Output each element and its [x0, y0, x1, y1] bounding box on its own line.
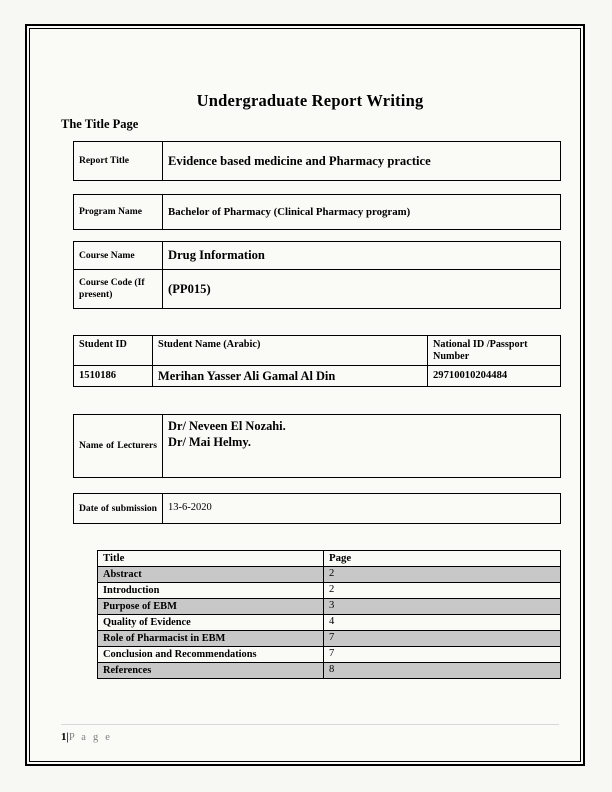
toc-entry-page: 8	[324, 663, 561, 679]
lecturer-name-2: Dr/ Mai Helmy.	[168, 435, 251, 450]
table-row	[74, 270, 561, 309]
student-name-value: Merihan Yasser Ali Gamal Al Din	[153, 366, 428, 387]
toc-entry-title: Introduction	[98, 583, 324, 599]
course-name-value: Drug Information	[163, 242, 561, 270]
footer-page-word: P a g e	[68, 732, 113, 743]
toc-entry-page: 2	[324, 583, 561, 599]
toc-entry-title: Purpose of EBM	[98, 599, 324, 615]
lecturers-label: Name of Lecturers	[74, 415, 163, 478]
table-row	[98, 631, 561, 647]
table-row	[98, 615, 561, 631]
lecturer-name-1: Dr/ Neveen El Nozahi.	[168, 419, 286, 433]
toc-entry-title: Quality of Evidence	[98, 615, 324, 631]
program-name-table	[73, 194, 561, 230]
table-row	[74, 494, 561, 524]
course-table	[73, 241, 561, 309]
table-header-row	[74, 336, 561, 366]
national-id-value: 29710010204484	[428, 366, 561, 387]
table-row	[98, 599, 561, 615]
lecturers-value	[163, 415, 561, 478]
table-row	[74, 142, 561, 181]
student-id-header: Student ID	[74, 336, 153, 366]
report-title-value: Evidence based medicine and Pharmacy practice	[163, 142, 561, 181]
course-code-label: Course Code (If present)	[74, 270, 163, 309]
table-row	[98, 583, 561, 599]
toc-entry-page: 3	[324, 599, 561, 615]
toc-entry-page: 2	[324, 567, 561, 583]
submission-date-table	[73, 493, 561, 524]
national-id-header: National ID /Passport Number	[428, 336, 561, 366]
toc-entry-page: 7	[324, 631, 561, 647]
table-row	[98, 647, 561, 663]
table-row	[74, 195, 561, 230]
toc-title-header: Title	[98, 551, 324, 567]
page-title: Undergraduate Report Writing	[196, 91, 424, 110]
table-row	[74, 366, 561, 387]
lecturers-table	[73, 414, 561, 478]
table-row	[74, 242, 561, 270]
section-label: The Title Page	[61, 117, 139, 131]
submission-date-value: 13-6-2020	[163, 494, 561, 524]
report-title-label: Report Title	[74, 142, 163, 181]
course-name-label: Course Name	[74, 242, 163, 270]
program-name-value: Bachelor of Pharmacy (Clinical Pharmacy program)	[163, 195, 561, 230]
course-code-value: (PP015)	[163, 270, 561, 309]
table-row	[74, 415, 561, 478]
footer-divider	[61, 724, 559, 725]
page-border	[25, 24, 585, 766]
toc-entry-title: Abstract	[98, 567, 324, 583]
student-table	[73, 335, 561, 387]
table-of-contents	[97, 550, 561, 679]
toc-page-header: Page	[324, 551, 561, 567]
program-name-label: Program Name	[74, 195, 163, 230]
toc-entry-title: Role of Pharmacist in EBM	[98, 631, 324, 647]
toc-entry-page: 7	[324, 647, 561, 663]
footer-separator: |	[66, 732, 69, 743]
table-row	[98, 663, 561, 679]
toc-entry-page: 4	[324, 615, 561, 631]
page-border-inner	[29, 28, 581, 762]
table-row	[98, 567, 561, 583]
toc-entry-title: Conclusion and Recommendations	[98, 647, 324, 663]
student-name-header: Student Name (Arabic)	[153, 336, 428, 366]
submission-date-label: Date of submission	[74, 494, 163, 524]
footer-page-number: 1	[61, 731, 67, 743]
page-content	[30, 29, 590, 771]
toc-entry-title: References	[98, 663, 324, 679]
table-header-row	[98, 551, 561, 567]
student-id-value: 1510186	[74, 366, 153, 387]
page-footer	[61, 731, 112, 743]
report-title-table	[73, 141, 561, 181]
